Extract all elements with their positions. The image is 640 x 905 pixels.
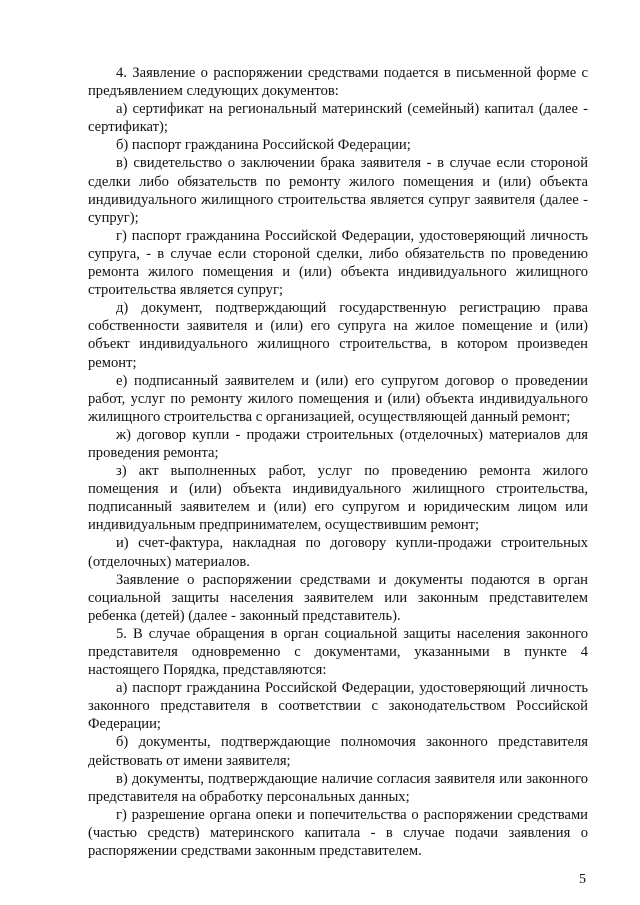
list-item-e-repair-contract: е) подписанный заявителем и (или) его супругом договор о проведении работ, услуг по ремонту жилого помещения и (или) объекта индивидуального жилищного строительства с организацией, осуществляющей данный ремонт; (88, 372, 588, 425)
document-body (88, 64, 588, 860)
list-item-b-passport: б) паспорт гражданина Российской Федерации; (116, 137, 411, 154)
list-item-5a-passport: а) паспорт гражданина Российской Федерации, удостоверяющий личность законного представителя в соответствии с законодательством Российской Федерации; (88, 680, 588, 733)
list-item-g-spouse-passport: г) паспорт гражданина Российской Федерации, удостоверяющий личность супруга, - в случае если стороной сделки, либо обязательств по проведению ремонта жилого помещения и (или) объекта индивидуального жилищного строительства является супруг; (88, 227, 588, 299)
list-item-v-marriage-certificate: в) свидетельство о заключении брака заявителя - в случае если стороной сделки либо обязательств по ремонту жилого помещения и (или) объекта индивидуального жилищного строительства является супруг заявителя (далее - супруг); (88, 155, 588, 226)
list-item-a-certificate: а) сертификат на региональный материнский (семейный) капитал (далее - сертификат); (88, 101, 588, 136)
list-item-z-work-act: з) акт выполненных работ, услуг по проведению ремонта жилого помещения и (или) объекта индивидуального жилищного строительства, подписанный заявителем и (или) его супругом и юридическим лицом или индивидуальным предпринимателем, осуществившим ремонт; (88, 463, 588, 534)
paragraph-submission: Заявление о распоряжении средствами и документы подаются в орган социальной защиты населения заявителем или законным представителем ребенка (детей) (далее - законный представитель). (88, 571, 588, 624)
list-item-5v-consent-documents: в) документы, подтверждающие наличие согласия заявителя или законного представителя на обработку персональных данных; (88, 770, 588, 805)
paragraph-4-intro: 4. Заявление о распоряжении средствами подается в письменной форме с предъявлением следующих документов: (88, 65, 588, 100)
list-item-zh-sale-contract: ж) договор купли - продажи строительных (отделочных) материалов для проведения ремонта; (88, 426, 588, 461)
list-item-d-ownership-document: д) документ, подтверждающий государственную регистрацию права собственности заявителя и (или) его супруга на жилое помещение и (или) объект индивидуального жилищного строительства, в котором произведен ремонт; (88, 300, 588, 371)
paragraph-5-intro: 5. В случае обращения в орган социальной защиты населения законного представителя одновременно с документами, указанными в пункте 4 настоящего Порядка, представляются: (88, 625, 588, 679)
list-item-i-invoice: и) счет-фактура, накладная по договору купли-продажи строительных (отделочных) материалов. (88, 535, 588, 570)
list-item-5b-authority-documents: б) документы, подтверждающие полномочия законного представителя действовать от имени заявителя; (88, 734, 588, 769)
list-item-5g-guardianship-permission: г) разрешение органа опеки и попечительства о распоряжении средствами (частью средств) материнского капитала - в случае подачи заявления о распоряжении средствами законным представителем. (88, 806, 588, 860)
page-number: 5 (579, 872, 586, 887)
